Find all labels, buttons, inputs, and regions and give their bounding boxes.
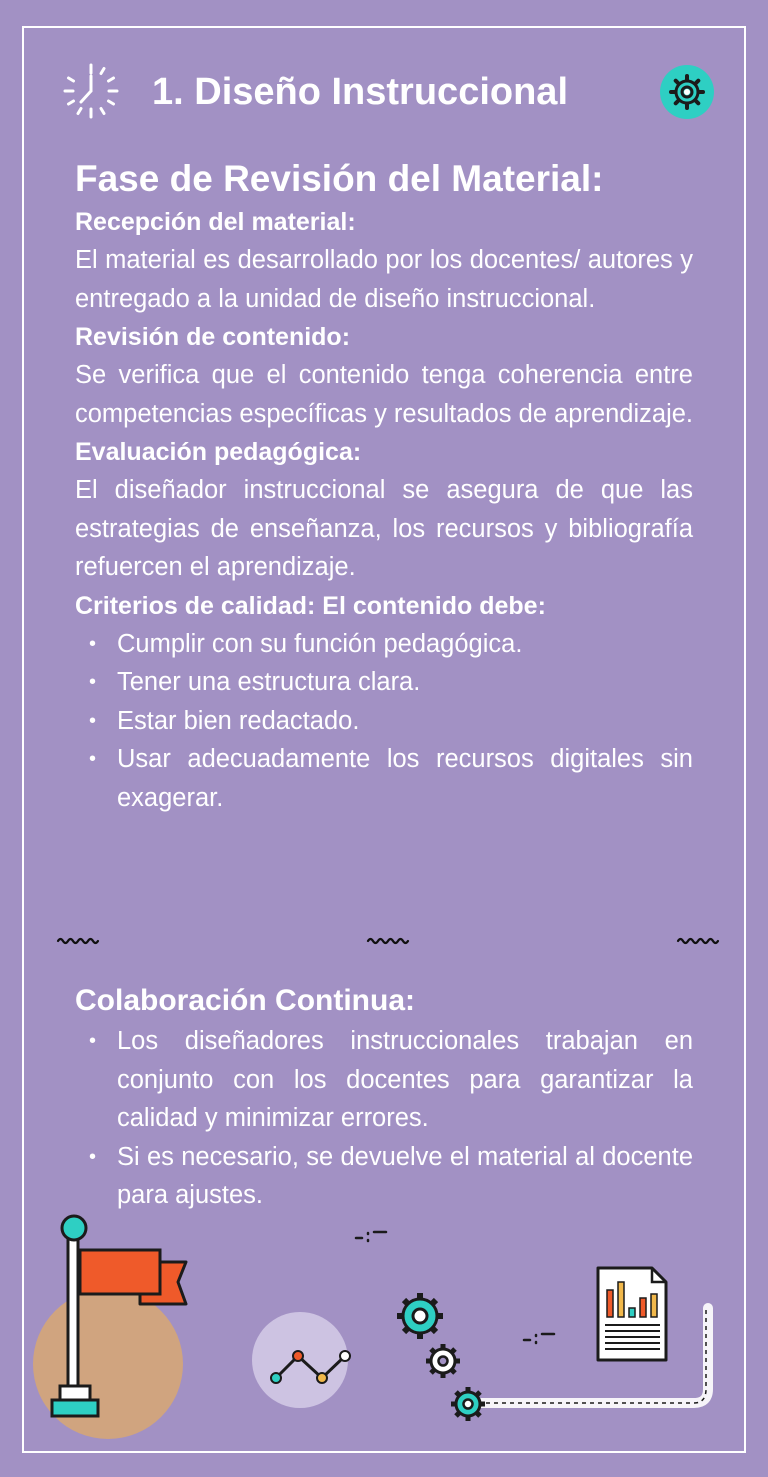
subheading-pedagogical-eval: Evaluación pedagógica: [75,438,362,466]
list-item: • Si es necesario, se devuelve el material al docente para ajustes. [75,1138,693,1215]
collaboration-section [75,980,693,1215]
subheading-reception: Recepción del material: [75,208,356,236]
gear-icon [658,63,716,121]
reception-text: El material es desarrollado por los docentes/ autores y entregado a la unidad de diseño instruccional. [75,246,693,313]
page-title: 1. Diseño Instruccional [152,71,568,113]
content-review-text: Se verifica que el contenido tenga coherencia entre competencias específicas y resultados de aprendizaje. [75,361,694,428]
list-item: • Los diseñadores instruccionales trabajan en conjunto con los docentes para garantizar la calidad y minimizar errores. [75,1022,693,1138]
list-item: • Cumplir con su función pedagógica. [75,625,693,664]
review-phase-section [75,155,693,817]
header [62,60,722,124]
wave-divider [56,932,720,948]
collaboration-list [75,1022,693,1215]
list-item: • Estar bien redactado. [75,702,693,741]
clock-icon [62,62,120,120]
list-item: • Usar adecuadamente los recursos digitales sin exagerar. [75,740,693,817]
section-title: Fase de Revisión del Material: [75,158,604,199]
collaboration-title: Colaboración Continua: [75,984,415,1017]
subheading-quality-criteria: Criterios de calidad: El contenido debe: [75,591,546,620]
line-chart-icon [252,1312,350,1408]
report-document-icon [598,1268,666,1360]
subheading-content-review: Revisión de contenido: [75,323,351,351]
list-item: • Tener una estructura clara. [75,663,693,702]
criteria-list [75,625,693,818]
gears-icon [397,1293,485,1421]
pedagogical-eval-text: El diseñador instruccional se asegura de que las estrategias de enseñanza, los recursos y bibliografía refuercen el aprendizaje. [75,476,693,581]
footer-illustration [0,1200,768,1450]
